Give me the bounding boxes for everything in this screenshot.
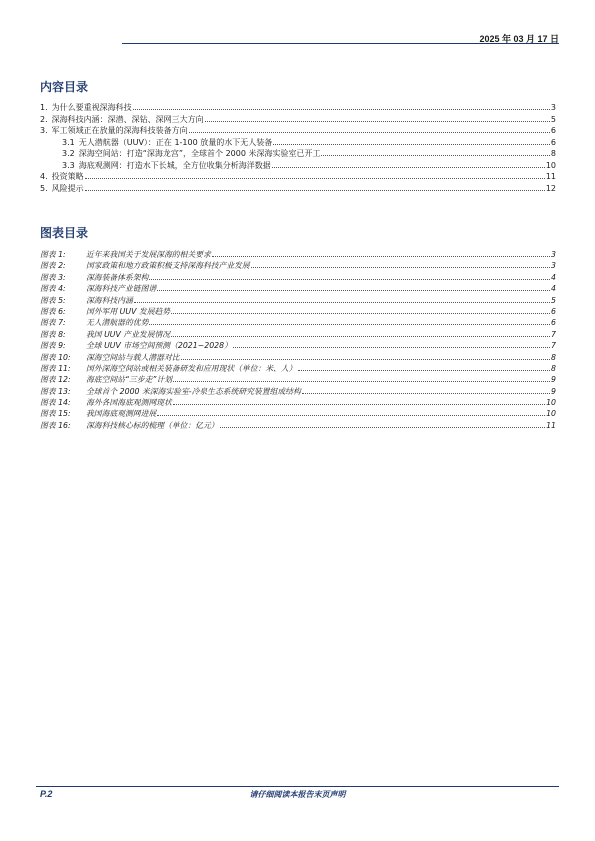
toc-leader-dots [272,167,545,168]
figure-leader-dots [233,347,550,348]
figure-item-number: 图表 1: [40,250,66,259]
figure-item-number: 图表 8: [40,329,66,339]
toc-leader-dots [205,121,550,122]
figure-item[interactable] [40,329,556,340]
figure-item-label: 深海科技内涵 [86,295,133,305]
figure-leader-dots [251,267,550,268]
toc-leader-dots [133,109,550,110]
toc-item[interactable] [40,102,556,114]
toc-item-number: 3. [40,126,48,135]
figure-item-page: 11 [546,420,556,430]
figure-item-label: 我国海底观测网进展 [86,409,157,419]
figure-leader-dots [220,427,546,428]
toc-leader-dots [273,144,550,145]
toc-title: 内容目录 [40,80,89,94]
figure-item-page: 10 [546,409,556,419]
figure-item[interactable] [40,295,556,306]
figure-leader-dots [171,313,550,314]
figure-leader-dots [173,381,550,382]
figure-item[interactable] [40,249,556,260]
toc-item-page: 6 [550,126,556,135]
figure-item-label: 深海科技产业链图谱 [86,284,157,294]
figure-item[interactable] [40,420,556,431]
figure-item-label: 国家政策和地方政策积极支持深海科技产业发展 [86,261,250,271]
figure-item-number: 图表 6: [40,306,66,316]
figure-leader-dots [149,324,550,325]
figure-item-number: 图表 3: [40,272,66,282]
figure-leader-dots [134,302,550,303]
report-date: 2025 年 03 月 17 日 [479,34,559,44]
figure-item-number: 图表 14: [40,398,71,408]
figure-item-page: 9 [551,375,556,385]
page-number: P.2 [40,789,53,799]
toc-item[interactable] [40,114,556,126]
figure-leader-dots [173,404,545,405]
toc-item-label: 深海空间站：打造“深海龙宫”，全球首个 2000 米深海实验室已开工 [78,149,321,158]
figure-item[interactable] [40,283,556,294]
figure-leader-dots [302,393,550,394]
figure-item-label: 深海空间站与载人潜器对比 [86,352,180,362]
figure-item-label: 海底空间站“三步走”计划 [86,375,173,385]
figure-item-page: 4 [551,284,556,294]
figure-item-number: 图表 16: [40,420,71,430]
toc-item-page: 12 [545,183,556,193]
toc-item-label: 投资策略 [51,172,84,181]
figure-item-page: 6 [551,306,556,316]
toc-item-label: 为什么要重视深海科技 [51,103,132,112]
figure-item-label: 全球首个 2000 米深海实验室-冷泉生态系统研究装置组成结构 [86,386,301,396]
toc-item-label: 深海科技内涵：深潜、深钻、深网三大方向 [51,114,204,124]
toc-item[interactable] [40,125,556,137]
footer-disclaimer: 请仔细阅读本报告末页声明 [249,790,346,799]
figure-item[interactable] [40,363,556,374]
toc-item-page: 11 [545,172,556,181]
figure-item-number: 图表 7: [40,318,66,328]
figure-item[interactable] [40,272,556,283]
figure-item-page: 10 [546,398,556,408]
figure-leader-dots [171,336,550,337]
toc-item-label: 军工领域正在放量的深海科技装备方向 [51,126,188,135]
figure-item-number: 图表 13: [40,386,71,396]
figure-item[interactable] [40,397,556,408]
toc-item-page: 8 [550,149,556,158]
footer-divider [36,786,559,787]
toc-item-number: 2. [40,114,48,124]
toc-item[interactable] [40,183,556,195]
toc-item-number: 4. [40,172,48,181]
figures-list [40,249,556,431]
toc-leader-dots [321,155,549,156]
figure-leader-dots [212,256,550,257]
toc-item-page: 3 [550,103,556,112]
toc-item-number: 3.1 [62,137,75,147]
toc-leader-dots [85,190,545,191]
figure-item-page: 3 [551,261,556,271]
figure-item-label: 我国 UUV 产业发展情况 [86,329,171,339]
figure-item-label: 海外各国海底观测网现状 [86,398,172,408]
toc-item-number: 3.2 [62,149,75,158]
figure-item-number: 图表 9: [40,341,66,351]
figure-item[interactable] [40,317,556,328]
figure-item-page: 8 [551,363,556,373]
figure-leader-dots [181,359,550,360]
figure-item-number: 图表 4: [40,284,66,294]
toc-item[interactable] [40,171,556,183]
figure-item[interactable] [40,386,556,397]
figure-item-page: 9 [551,386,556,396]
figure-item-label: 深海科技核心标的梳理（单位：亿元） [86,420,219,430]
figure-item-label: 国外军用 UUV 发展趋势 [86,306,171,316]
figure-item[interactable] [40,340,556,351]
toc-item-number: 5. [40,183,48,193]
toc-item-page: 5 [550,114,556,124]
toc-item-label: 海底观测网：打造水下长城，全方位收集分析海洋数据 [78,160,271,170]
figures-title: 图表目录 [40,226,89,240]
figure-leader-dots [298,370,551,371]
toc-item-label: 风险提示 [51,183,84,193]
figure-item[interactable] [40,306,556,317]
figure-item-number: 图表 12: [40,375,71,385]
figure-item[interactable] [40,374,556,385]
toc-list [40,102,556,194]
toc-item-label: 无人潜航器（UUV）：正在 1-100 放量的水下无人装备 [78,137,273,147]
toc-item-page: 6 [550,137,556,147]
figure-item-page: 7 [551,341,556,351]
figure-item-number: 图表 10: [40,352,71,362]
figure-item-label: 近年来我国关于发展深海的相关要求 [86,250,211,259]
toc-item[interactable] [40,137,556,149]
figure-item[interactable] [40,260,556,271]
figure-item-page: 7 [551,329,556,339]
figure-item-number: 图表 5: [40,295,66,305]
figure-item-label: 全球 UUV 市场空间预测（2021~2028） [86,341,232,351]
figure-item-page: 8 [551,352,556,362]
figure-item-page: 5 [551,295,556,305]
figure-item-label: 国外深海空间站或相关装备研发和应用现状（单位：米、人） [86,363,297,373]
toc-leader-dots [189,132,550,133]
figure-item-number: 图表 11: [40,363,71,373]
figure-item[interactable] [40,352,556,363]
figure-item-page: 6 [551,318,556,328]
figure-item-number: 图表 15: [40,409,71,419]
figure-item-number: 图表 2: [40,261,66,271]
toc-item[interactable] [40,148,556,160]
toc-item-number: 1. [40,103,48,112]
toc-item-number: 3.3 [62,160,75,170]
toc-item[interactable] [40,160,556,172]
toc-leader-dots [85,178,545,179]
figure-item-page: 4 [551,272,556,282]
figure-leader-dots [149,279,550,280]
figure-item-label: 无人潜航器的优势 [86,318,149,328]
figure-item[interactable] [40,408,556,419]
figure-leader-dots [157,290,550,291]
figure-leader-dots [157,415,545,416]
figure-item-page: 3 [551,250,556,259]
figure-item-label: 深海装备体系架构 [86,272,149,282]
header-divider [122,43,559,44]
toc-item-page: 10 [545,160,556,170]
